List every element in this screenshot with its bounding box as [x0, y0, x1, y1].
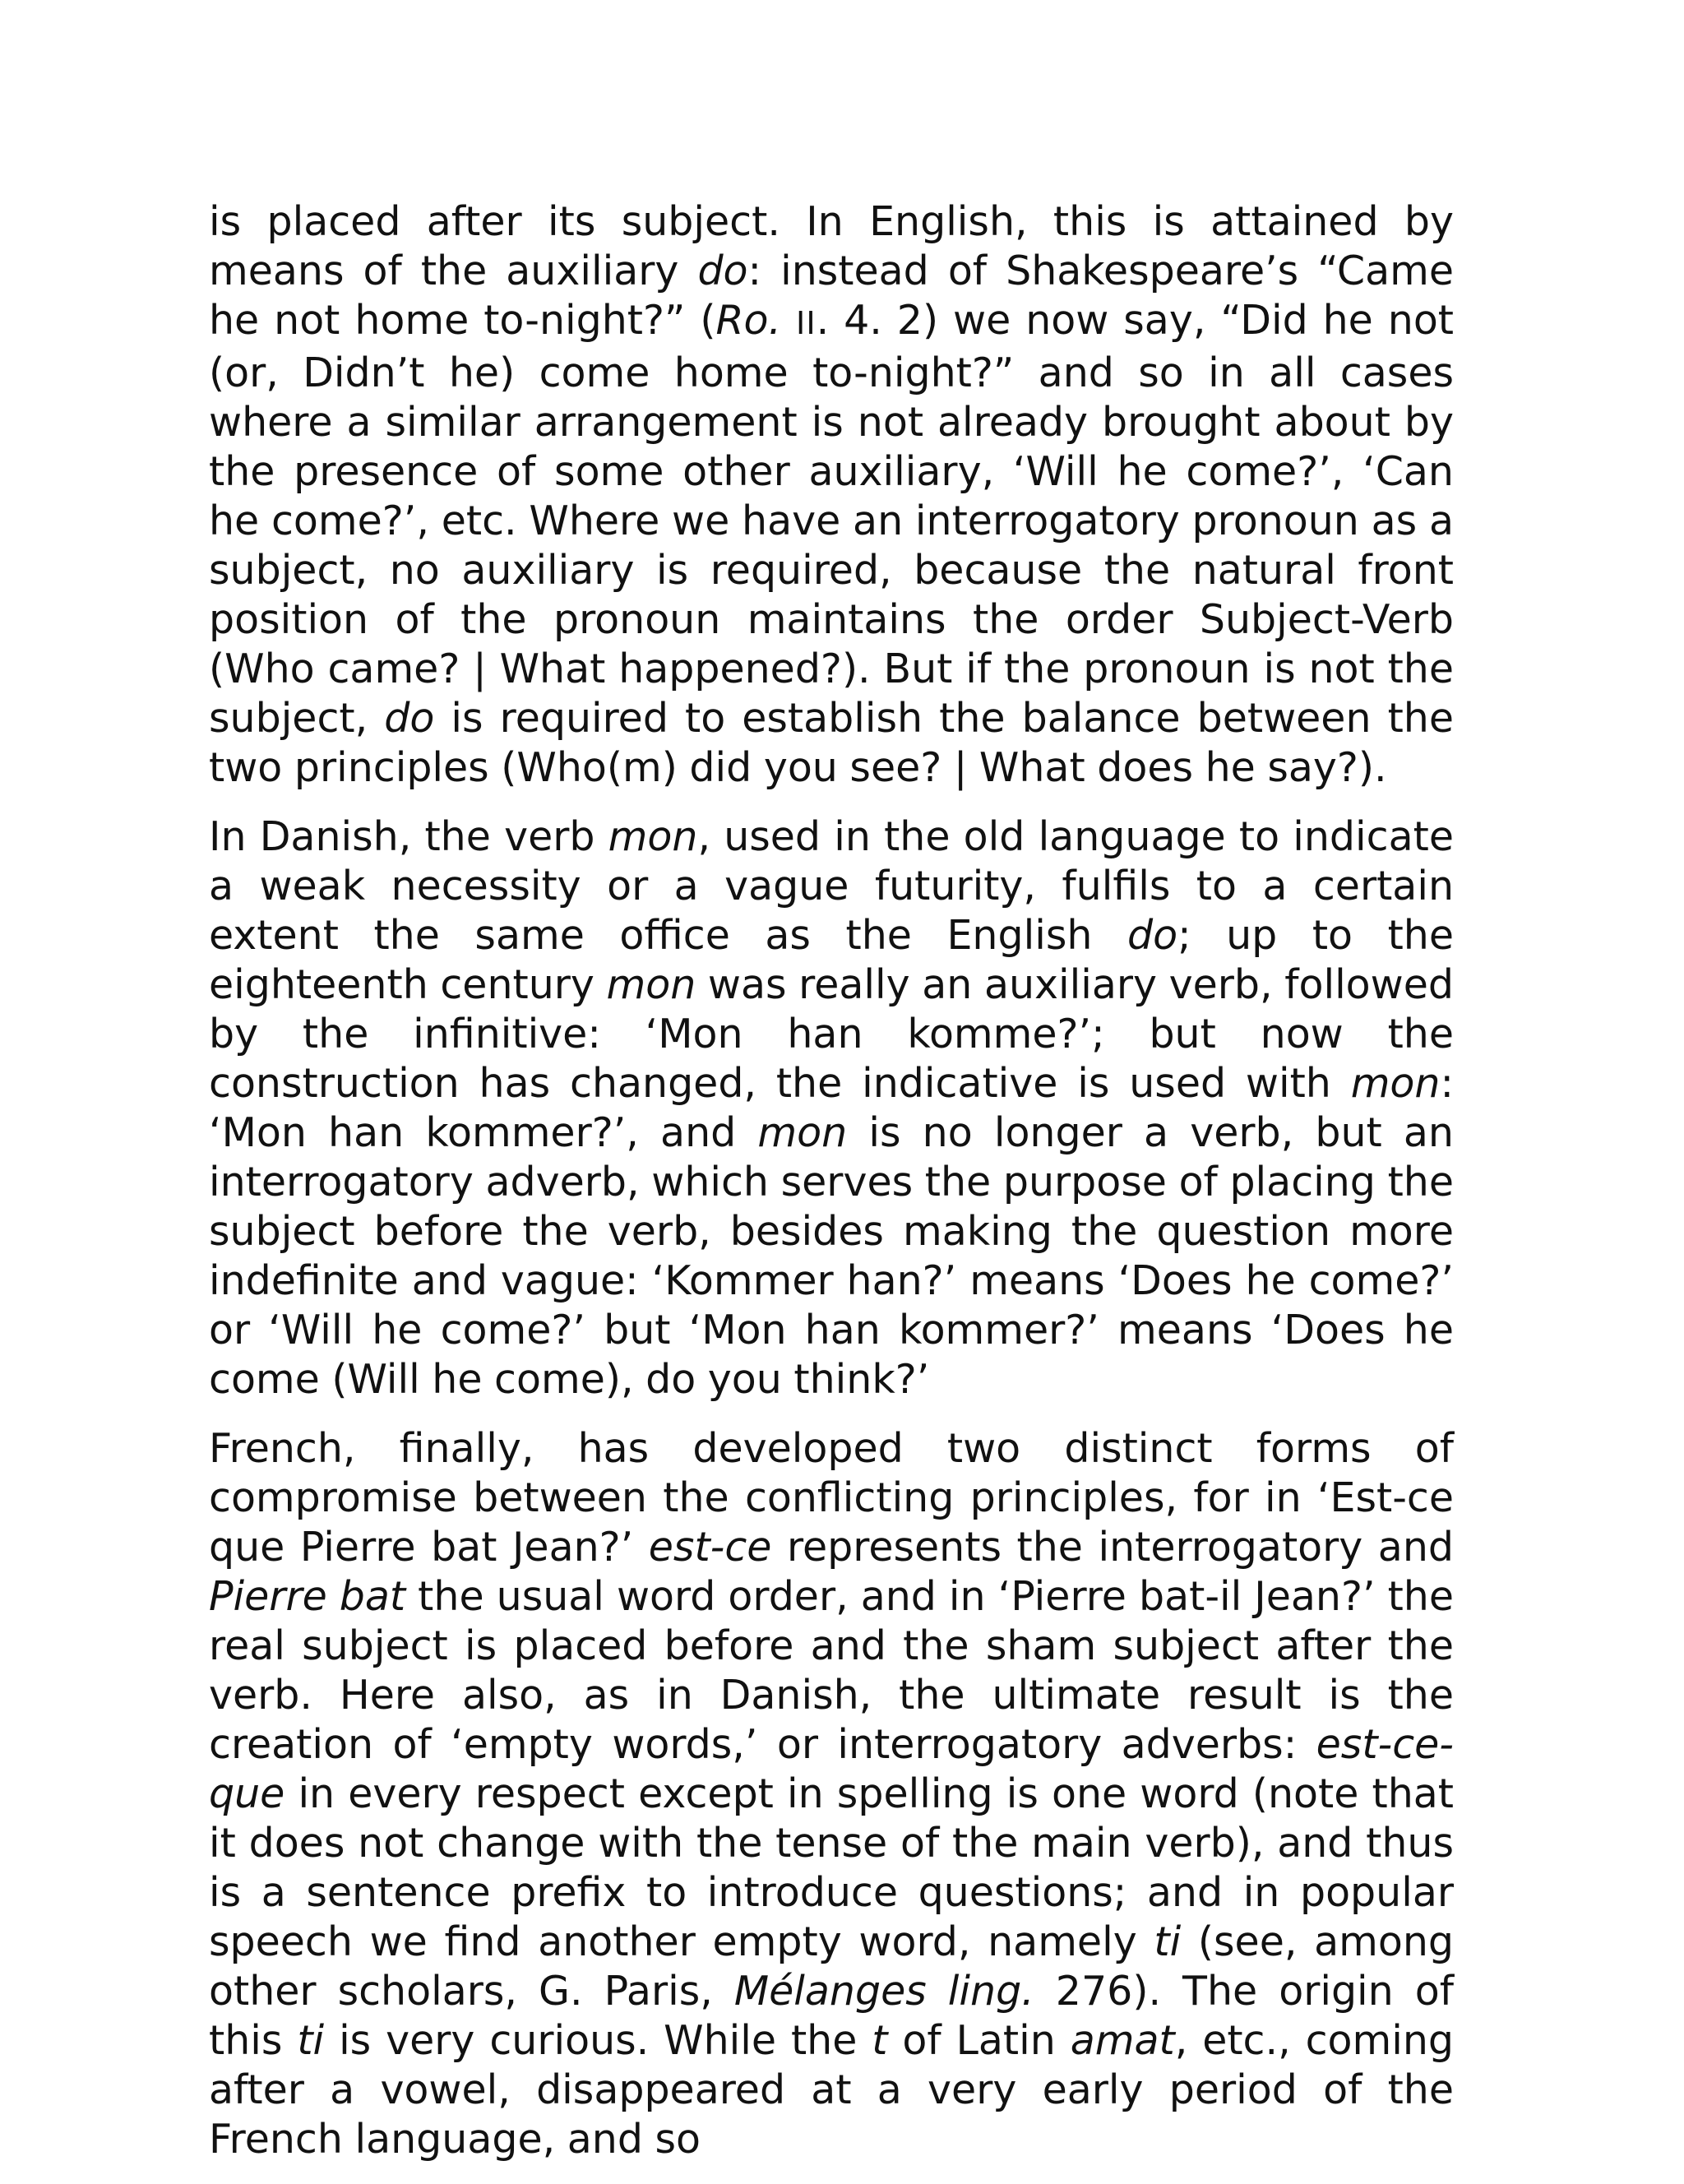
italic-term: est-ce-que: [209, 1721, 1454, 1817]
italic-term: do: [1127, 912, 1178, 959]
text-segment: represents the interrogatory and: [771, 1524, 1454, 1571]
text-segment: 276). The origin of this: [209, 1968, 1454, 2064]
italic-term: do: [384, 695, 435, 742]
italic-term: mon: [608, 813, 698, 860]
text-segment: , etc., coming after a vowel, disappeared at a very early period of the French language, and so: [209, 2017, 1454, 2163]
text-segment: . 4. 2) we now say, “Did he not (or, Didn’t he) come home to-night?” and so in all cases where a similar arrangement is not already brought about by the presence of some other auxiliary, ‘Will he come?’, ‘Can he come?’, etc. Where we have an interrogatory pronoun as a subject, no auxiliary is required, because the natural front position of the pronoun maintains the order Subject-Verb (Who came? | What happened?). But if the pronoun is not the subject,: [209, 297, 1455, 742]
italic-term: ti: [1154, 1918, 1182, 1965]
text-segment: is required to establish the balance between the two principles (Who(m) did you see? | What does he say?).: [209, 695, 1454, 791]
italic-term: mon: [757, 1109, 848, 1156]
text-segment: ; up to the eighteenth century: [209, 912, 1454, 1008]
text-segment: , used in the old language to indicate a weak necessity or a vague futurity, fulfils to a certain extent the same office as the English: [209, 813, 1454, 959]
italic-term: amat: [1070, 2017, 1175, 2064]
italic-term: mon: [1350, 1060, 1441, 1107]
text-segment: In Danish, the verb: [209, 813, 608, 860]
text-segment: was really an auxiliary verb, followed by the infinitive: ‘Mon han komme?’; but now the construction has changed, the indicative is used with: [209, 961, 1454, 1107]
paragraph-danish-mon: [209, 812, 1454, 1404]
text-segment: French, finally, has developed two distinct forms of compromise between the conflicting principles, for in ‘Est-ce que Pierre bat Jean?’: [209, 1425, 1454, 1571]
italic-term: mon: [606, 961, 696, 1008]
italic-term: ti: [297, 2017, 325, 2064]
paragraph-english-auxiliary-do: [209, 197, 1454, 793]
italic-term: Pierre bat: [209, 1573, 406, 1620]
text-segment: : instead of Shakespeare’s “Came he not home to-night?” (: [209, 248, 1455, 344]
italic-term: do: [697, 248, 748, 294]
paragraph-french-compromise: [209, 1424, 1454, 2164]
text-segment: of Latin: [887, 2017, 1071, 2064]
italic-term: t: [872, 2017, 888, 2064]
text-segment: (see, among other scholars, G. Paris,: [209, 1918, 1455, 2015]
text-segment: the usual word order, and in ‘Pierre bat-il Jean?’ the real subject is placed before and the sham subject after the verb. Here also, as in Danish, the ultimate result is the creation of ‘empty words,’ or interrogatory adverbs:: [209, 1573, 1454, 1768]
text-segment: in every respect except in spelling is one word (note that it does not change with the tense of the main verb), and thus is a sentence prefix to introduce questions; and in popular speech we find another empty word, namely: [209, 1770, 1454, 1965]
page-body: [209, 197, 1454, 2184]
text-segment: is no longer a verb, but an interrogatory adverb, which serves the purpose of placing the subject before the verb, besides making the question more indefinite and vague: ‘Kommer han?’ means ‘Does he come?’ or ‘Will he come?’ but ‘Mon han kommer?’ means ‘Does he come (Will he come), do you think?’: [209, 1109, 1454, 1403]
text-segment: : ‘Mon han kommer?’, and: [209, 1060, 1454, 1156]
italic-term: est-ce: [648, 1524, 772, 1571]
text-segment: [781, 297, 796, 344]
small-caps-numeral: II: [796, 306, 817, 342]
italic-term: Mélanges ling.: [733, 1968, 1034, 2015]
text-segment: is very curious. While the: [324, 2017, 872, 2064]
text-segment: is placed after its subject. In English, this is attained by means of the auxiliary: [209, 198, 1454, 294]
italic-term: Ro.: [715, 297, 782, 344]
